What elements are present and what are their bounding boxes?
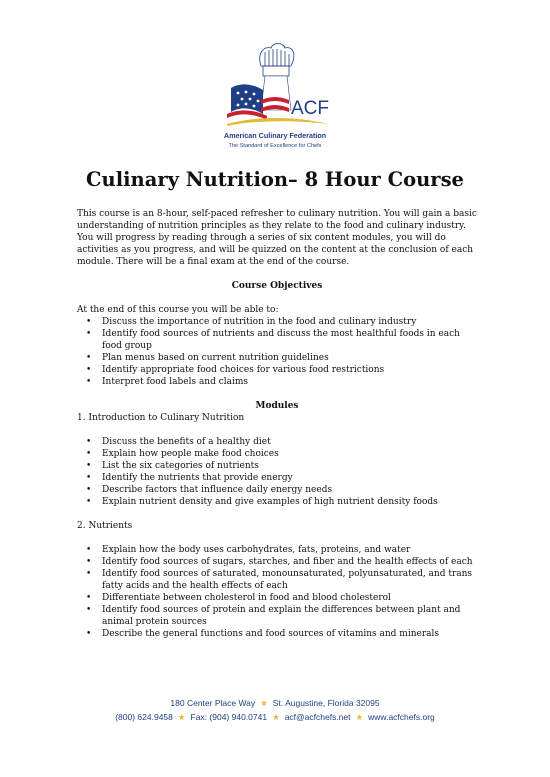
logo-acronym: ACF [291,98,329,119]
objectives-lead: At the end of this course you will be able to: [77,305,279,315]
list-item: • Explain how people make food choices [77,448,477,460]
footer-email-link[interactable]: acf@acfchefs.net [284,712,351,722]
list-item: • Describe factors that influence daily energy needs [77,484,477,496]
document-title: Culinary Nutrition– 8 Hour Course [86,168,464,191]
list-item: • List the six categories of nutrients [77,460,477,472]
list-item: • Differentiate between cholesterol in food and blood cholesterol [77,592,477,604]
objectives-list [77,316,477,388]
footer-contact-line [0,712,550,723]
logo-organization-name: American Culinary Federation [223,131,327,140]
list-item: • Identify the nutrients that provide energy [77,472,477,484]
footer-city: St. Augustine, Florida 32095 [272,698,380,708]
list-item: • Describe the general functions and food sources of vitamins and minerals [77,628,477,640]
list-item: • Plan menus based on current nutrition guidelines [77,352,477,364]
list-item: • Identify food sources of saturated, monounsaturated, polyunsaturated, and trans fatty acids and the health effects of each [77,568,477,592]
list-item: • Identify food sources of sugars, starches, and fiber and the health effects of each [77,556,477,568]
list-item: • Identify food sources of nutrients and discuss the most healthful foods in each food group [77,328,477,352]
list-item: • Discuss the benefits of a healthy diet [77,436,477,448]
footer-fax: Fax: (904) 940.0741 [190,712,268,722]
list-item: • Identify food sources of protein and explain the differences between plant and animal protein sources [77,604,477,628]
module-2-title: 2. Nutrients [77,521,133,531]
separator-star-icon: ★ [272,712,280,722]
separator-star-icon: ★ [260,698,268,708]
intro-paragraph: This course is an 8-hour, self-paced refresher to culinary nutrition. You will gain a basic understanding of nutrition principles as they relate to the food and culinary industry. You will progress by reading through a series of six content modules, you will do activities as you progress, and will be quizzed on the content at the conclusion of each module. There will be a final exam at the end of the course. [77,209,477,267]
footer-address: 180 Center Place Way [170,698,256,708]
module-1-list [77,436,477,508]
logo-tagline: The Standard of Excellence for Chefs [228,143,322,149]
list-item: • Interpret food labels and claims [77,376,477,388]
list-item: • Explain how the body uses carbohydrates, fats, proteins, and water [77,544,477,556]
footer-website-link[interactable]: www.acfchefs.org [368,712,435,722]
list-item: • Explain nutrient density and give examples of high nutrient density foods [77,496,477,508]
list-item: • Identify appropriate food choices for various food restrictions [77,364,477,376]
footer-address-line [0,698,550,709]
module-2-list [77,544,477,640]
acf-logo [205,40,345,160]
modules-heading: Modules [255,401,299,411]
module-1-title: 1. Introduction to Culinary Nutrition [77,413,245,423]
separator-star-icon: ★ [355,712,364,722]
list-item: • Discuss the importance of nutrition in the food and culinary industry [77,316,477,328]
separator-star-icon: ★ [177,712,186,722]
document-body [77,208,477,640]
objectives-heading: Course Objectives [231,281,323,291]
footer-phone: (800) 624.9458 [115,712,173,722]
